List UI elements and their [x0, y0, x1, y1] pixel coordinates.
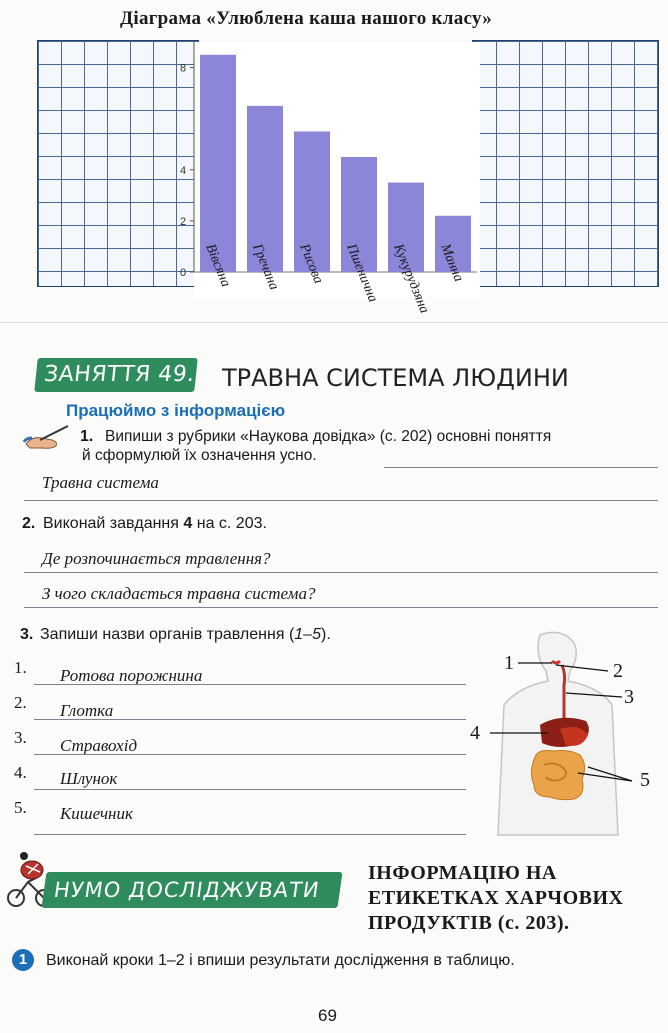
category-label: Кукурудзяна: [390, 241, 432, 316]
category-label: Гречана: [249, 241, 282, 293]
task1-text-line2: й сформулюй їх означення усно.: [82, 447, 317, 464]
organ-answer: Стравохід: [60, 736, 138, 755]
figure-label: 2: [613, 660, 623, 682]
research-heading-line3: ПРОДУКТІВ (с. 203).: [368, 912, 570, 934]
category-label: Вівсяна: [202, 241, 234, 290]
task2-text: Виконай завдання 4 на с. 203.: [43, 515, 267, 532]
task3-text: Запиши назви органів травлення (1–5).: [40, 626, 331, 643]
organ-answer: Глотка: [60, 701, 114, 720]
intestine-organ: [531, 751, 584, 800]
digestive-system-figure: [470, 625, 660, 845]
research-banner: [41, 872, 342, 908]
figure-label: 3: [624, 686, 634, 708]
lesson-title: ТРАВНА СИСТЕМА ЛЮДИНИ: [222, 364, 569, 392]
task2-answer-1: Де розпочинається травлення?: [42, 549, 271, 568]
organ-number: 2.: [14, 693, 27, 712]
category-label: Пшенична: [343, 241, 381, 305]
y-tick-label: 8: [180, 62, 187, 75]
task1-answer: Травна система: [42, 473, 159, 492]
research-task-text: Виконай кроки 1–2 і впиши результати дослідження в таблицю.: [46, 952, 515, 969]
figure-label: 1: [504, 652, 514, 674]
organ-answer: Ротова порожнина: [60, 666, 203, 685]
page-number: 69: [318, 1006, 337, 1025]
organ-number: 4.: [14, 763, 27, 782]
y-tick-label: 0: [180, 267, 187, 279]
bar-chart: [172, 40, 482, 340]
category-label: Манна: [437, 241, 466, 284]
grid-right: [472, 40, 659, 287]
organ-number: 3.: [14, 728, 27, 747]
research-heading-line1: ІНФОРМАЦІЮ НА: [368, 862, 557, 884]
figure-label: 5: [640, 769, 650, 791]
y-tick-label: 2: [180, 215, 187, 228]
writing-hand-icon: [22, 422, 70, 452]
task1-text-line1: Випиши з рубрики «Наукова довідка» (с. 202) основні поняття: [105, 428, 552, 445]
task2-answer-2: З чого складається травна система?: [42, 584, 316, 603]
category-label: Рисова: [296, 241, 326, 286]
chart-title: Діаграма «Улюблена каша нашого класу»: [120, 8, 493, 29]
figure-label: 4: [470, 722, 480, 744]
section-heading: Працюймо з інформацією: [66, 401, 286, 420]
research-task-number-badge: [12, 949, 34, 971]
lesson-number-label: ЗАНЯТТЯ 49.: [42, 362, 197, 387]
lesson-number-badge: [34, 358, 198, 392]
organ-answer: Кишечник: [60, 804, 133, 823]
organ-number: 5.: [14, 798, 27, 817]
research-task-number: 1: [18, 951, 28, 968]
bar-1: [200, 55, 236, 272]
organ-answer: Шлунок: [60, 769, 118, 788]
task3-number: 3.: [20, 626, 34, 643]
task2-number: 2.: [22, 515, 36, 532]
research-heading-line2: ЕТИКЕТКАХ ХАРЧОВИХ: [368, 887, 624, 909]
organ-number: 1.: [14, 658, 27, 677]
y-tick-label: 4: [180, 164, 187, 177]
task1-number: 1.: [80, 428, 94, 445]
research-banner-label: НУМО ДОСЛІДЖУВАТИ: [52, 878, 322, 902]
